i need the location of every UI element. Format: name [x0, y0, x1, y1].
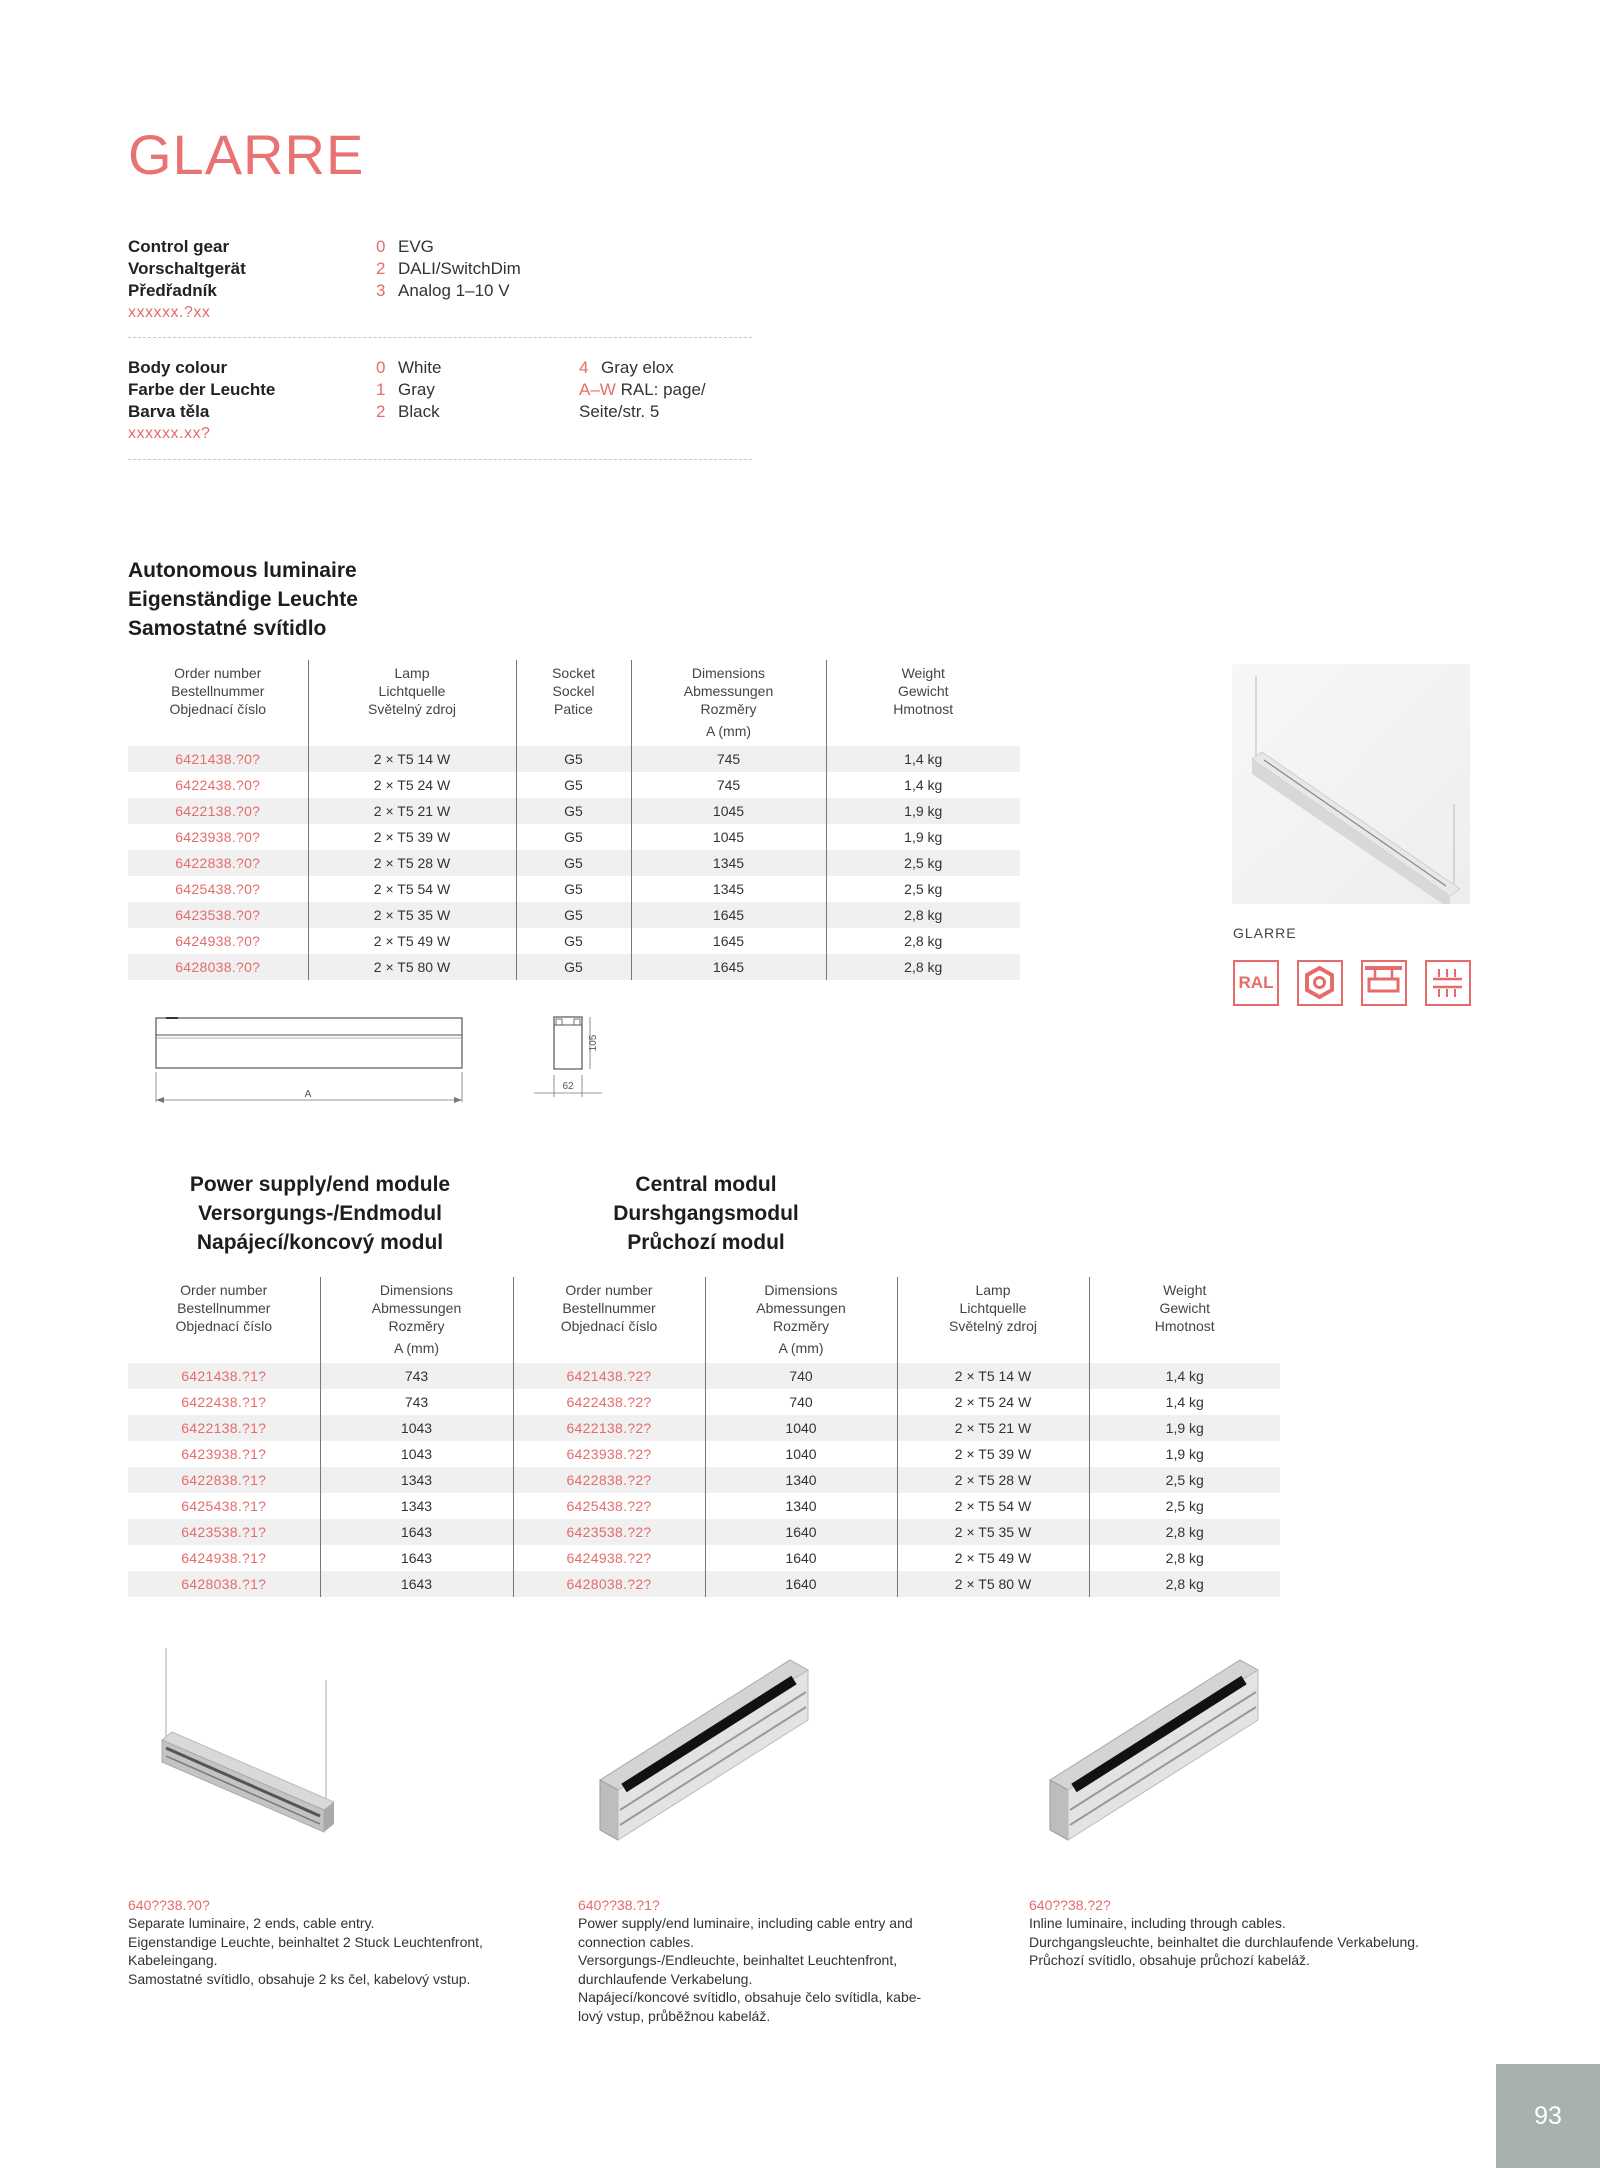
table-cell: 6422838.?0?: [128, 850, 308, 876]
table-cell: 2 × T5 24 W: [897, 1389, 1089, 1415]
pendant-icon: [1361, 960, 1407, 1006]
table-cell: 6422838.?1?: [128, 1467, 320, 1493]
body-colour-label-en: Body colour: [128, 358, 228, 377]
table-cell: 1345: [631, 850, 826, 876]
table-cell: 1643: [320, 1519, 513, 1545]
table-cell: 745: [631, 772, 826, 798]
power-supply-luminaire-image: [590, 1640, 830, 1860]
table-cell: 2,8 kg: [826, 954, 1020, 980]
control-gear-label-en: Control gear: [128, 237, 230, 256]
body-colour-options: [376, 357, 441, 423]
table-cell: 2 × T5 35 W: [308, 902, 516, 928]
table-cell: 1645: [631, 902, 826, 928]
table-cell: 6428038.?0?: [128, 954, 308, 980]
table-cell: G5: [516, 902, 631, 928]
table-cell: 6423538.?0?: [128, 902, 308, 928]
table-cell: 6422138.?2?: [513, 1415, 705, 1441]
table-cell: 2,5 kg: [1165, 1498, 1204, 1514]
divider: [128, 459, 752, 460]
inline-luminaire-image: [1040, 1640, 1280, 1860]
table-cell: 6428038.?1?: [128, 1571, 320, 1597]
table-cell: 6425438.?2?: [513, 1493, 705, 1519]
table-row: [128, 902, 1020, 928]
col-socket: Socket Sockel Patice: [516, 660, 631, 746]
col-lamp: Lamp Lichtquelle Světelný zdroj: [308, 660, 516, 746]
table-cell: G5: [516, 798, 631, 824]
col-weight: Weight Gewicht Hmotnost: [893, 665, 954, 717]
table-row: [128, 876, 1020, 902]
driver-icon: [1425, 960, 1471, 1006]
col-order-number: Order number Bestellnummer Objednací číslo: [513, 1277, 705, 1363]
table-row: [128, 1519, 1280, 1545]
table-cell: 740: [705, 1363, 897, 1389]
table-row: [128, 824, 1020, 850]
table-cell: 1345: [631, 876, 826, 902]
product-label: GLARRE: [1233, 925, 1297, 941]
table-cell: 6424938.?1?: [128, 1545, 320, 1571]
caption-separate: 640??38.?0? Separate luminaire, 2 ends, cable entry. Eigenstandige Leuchte, beinhaltet 2 Stuck Leuchtenfront, Kabeleingang. Samostatné svítidlo, obsahuje 2 ks čel, kabelový vstup.: [128, 1897, 483, 1987]
power-module-heading: Power supply/end module Versorgungs-/Endmodul Napájecí/koncový modul: [189, 1173, 451, 1254]
table-cell: 2 × T5 39 W: [897, 1441, 1089, 1467]
control-gear-option: 3 Analog 1–10 V: [376, 281, 510, 300]
col-dimensions: Dimensions Abmessungen Rozměry A (mm): [705, 1277, 897, 1363]
table-row: [128, 1415, 1280, 1441]
table-cell: 1643: [320, 1545, 513, 1571]
table-row: [128, 746, 1020, 772]
table-row: [128, 928, 1020, 954]
body-colour-option: A–W RAL: page/: [579, 380, 706, 399]
control-gear-code: xxxxxx.?xx: [128, 304, 211, 321]
table-cell: 1645: [631, 954, 826, 980]
table-row: [128, 1493, 1280, 1519]
table-cell: 743: [320, 1389, 513, 1415]
table-cell: 2,8 kg: [904, 933, 943, 949]
table-cell: 1645: [631, 928, 826, 954]
table-row: [128, 772, 1020, 798]
table-cell: G5: [516, 876, 631, 902]
table-cell: 1340: [705, 1493, 897, 1519]
table-cell: 6421438.?0?: [128, 746, 308, 772]
table-cell: 1043: [320, 1415, 513, 1441]
control-gear-options: [376, 236, 521, 302]
table-cell: 2 × T5 28 W: [308, 850, 516, 876]
col-dimensions: Dimensions Abmessungen Rozměry A (mm): [631, 660, 826, 746]
product-photo: [1232, 664, 1470, 904]
table-row: [128, 954, 1020, 980]
table-cell: 6425438.?0?: [128, 876, 308, 902]
table-cell: 2 × T5 21 W: [897, 1415, 1089, 1441]
table-row: [128, 850, 1020, 876]
control-gear-option: 2 DALI/SwitchDim: [376, 259, 521, 278]
table-row: [128, 1571, 1280, 1597]
table-cell: 1,4 kg: [826, 746, 1020, 772]
table-cell: 6421438.?2?: [513, 1363, 705, 1389]
table-cell: G5: [516, 954, 631, 980]
table-cell: 1343: [320, 1493, 513, 1519]
body-colour-code: xxxxxx.xx?: [128, 425, 211, 442]
caption-power-supply: 640??38.?1? Power supply/end luminaire, including cable entry and connection cables. Versorgungs-/Endleuchte, beinhaltet Leuchtenfront, durchlaufende Verkabelung. Napájecí/koncové svítidlo, obsahuje čelo svítidla, kabe- lový vstup, průběžnou kabeláž.: [578, 1897, 922, 2024]
table-cell: 6423538.?2?: [513, 1519, 705, 1545]
body-colour-options-right: [579, 357, 706, 423]
autonomous-heading: Autonomous luminaire Eigenständige Leuchte Samostatné svítidlo: [128, 559, 358, 640]
nut-icon: [1297, 960, 1343, 1006]
table-cell: 6423938.?1?: [128, 1441, 320, 1467]
table-cell: 1343: [320, 1467, 513, 1493]
table-cell: 1,4 kg: [1089, 1363, 1280, 1389]
table-cell: 2 × T5 54 W: [897, 1493, 1089, 1519]
table-cell: 6421438.?1?: [128, 1363, 320, 1389]
table-cell: 2 × T5 49 W: [897, 1545, 1089, 1571]
table-cell: 2,5 kg: [1089, 1467, 1280, 1493]
table-cell: G5: [516, 824, 631, 850]
table-cell: G5: [516, 928, 631, 954]
table-cell: 6428038.?2?: [513, 1571, 705, 1597]
table-cell: 1,9 kg: [1089, 1415, 1280, 1441]
table-cell: 6425438.?1?: [128, 1493, 320, 1519]
table-cell: 6422438.?1?: [128, 1389, 320, 1415]
table-cell: G5: [516, 850, 631, 876]
body-colour-option: 2 Black: [376, 402, 440, 421]
table-cell: 745: [631, 746, 826, 772]
table-cell: 2,8 kg: [1089, 1571, 1280, 1597]
table-cell: 1,9 kg: [904, 829, 943, 845]
table-cell: 6422438.?0?: [128, 772, 308, 798]
body-colour-option: Seite/str. 5: [579, 402, 660, 421]
table-cell: 1640: [705, 1545, 897, 1571]
col-order-number: Order number Bestellnummer Objednací číslo: [128, 660, 308, 746]
separate-luminaire-image: [130, 1640, 370, 1870]
page-number: 93: [1496, 2064, 1600, 2168]
table-cell: 2 × T5 24 W: [308, 772, 516, 798]
table-cell: 2 × T5 14 W: [897, 1363, 1089, 1389]
table-cell: 2 × T5 80 W: [897, 1571, 1089, 1597]
modules-table: [128, 1277, 1280, 1597]
col-lamp: Lamp Lichtquelle Světelný zdroj: [897, 1277, 1089, 1363]
table-row: [128, 1441, 1280, 1467]
table-cell: 1340: [705, 1467, 897, 1493]
table-cell: 2 × T5 80 W: [308, 954, 516, 980]
table-cell: 6422138.?1?: [128, 1415, 320, 1441]
table-cell: 2,5 kg: [826, 850, 1020, 876]
table-cell: 6423938.?0?: [128, 824, 308, 850]
table-cell: 6422138.?0?: [128, 798, 308, 824]
table-cell: 2 × T5 14 W: [308, 746, 516, 772]
table-row: [128, 798, 1020, 824]
table-cell: 6424938.?2?: [513, 1545, 705, 1571]
table-cell: G5: [516, 772, 631, 798]
body-colour-labels: [128, 357, 275, 445]
table-cell: 1640: [705, 1519, 897, 1545]
central-module-heading: Central modul Durshgangsmodul Průchozí modul: [613, 1173, 799, 1254]
side-view-drawing: [148, 1010, 478, 1110]
control-gear-labels: [128, 236, 246, 324]
table-cell: 1640: [705, 1571, 897, 1597]
table-row: [128, 1545, 1280, 1571]
table-cell: 2 × T5 21 W: [308, 798, 516, 824]
body-colour-option: 4 Gray elox: [579, 358, 674, 377]
divider: [128, 337, 752, 338]
caption-inline: 640??38.?2? Inline luminaire, including through cables. Durchgangsleuchte, beinhaltet die durchlaufende Verkabelung. Průchozí svítidlo, obsahuje průchozí kabeláž.: [1029, 1897, 1419, 1968]
page-title: GLARRE: [128, 123, 365, 186]
table-cell: 2 × T5 35 W: [897, 1519, 1089, 1545]
table-cell: 1643: [320, 1571, 513, 1597]
dim-a-label: A: [304, 1089, 312, 1100]
table-cell: 6422838.?2?: [513, 1467, 705, 1493]
table-cell: 1040: [705, 1415, 897, 1441]
table-cell: 1,9 kg: [1165, 1446, 1204, 1462]
table-cell: 6423938.?2?: [513, 1441, 705, 1467]
table-cell: G5: [516, 746, 631, 772]
table-cell: 1,4 kg: [904, 777, 943, 793]
body-colour-label-de: Farbe der Leuchte: [128, 380, 276, 399]
body-colour-option: 0 White: [376, 358, 442, 377]
table-cell: 2,5 kg: [904, 881, 943, 897]
table-cell: 743: [320, 1363, 513, 1389]
col-order-number: Order number Bestellnummer Objednací číslo: [128, 1277, 320, 1363]
table-cell: 2 × T5 49 W: [308, 928, 516, 954]
table-row: [128, 1467, 1280, 1493]
autonomous-table: [128, 660, 1020, 980]
table-cell: 740: [705, 1389, 897, 1415]
control-gear-label-de: Vorschaltgerät: [128, 259, 246, 278]
body-colour-option: 1 Gray: [376, 380, 435, 399]
table-cell: 1,4 kg: [1165, 1394, 1204, 1410]
table-cell: 6424938.?0?: [128, 928, 308, 954]
control-gear-option: 0 EVG: [376, 237, 434, 256]
table-cell: 2 × T5 28 W: [897, 1467, 1089, 1493]
body-colour-label-cz: Barva těla: [128, 402, 210, 421]
control-gear-label-cz: Předřadník: [128, 281, 217, 300]
table-cell: 2 × T5 39 W: [308, 824, 516, 850]
table-cell: 2,8 kg: [826, 902, 1020, 928]
table-cell: 1,9 kg: [826, 798, 1020, 824]
table-row: [128, 1389, 1280, 1415]
table-cell: 1040: [705, 1441, 897, 1467]
col-weight: Weight Gewicht Hmotnost: [1154, 1282, 1215, 1334]
table-cell: 1045: [631, 798, 826, 824]
table-row: [128, 1363, 1280, 1389]
dim-height-label: 105: [588, 1034, 599, 1052]
table-cell: 2 × T5 54 W: [308, 876, 516, 902]
col-dimensions: Dimensions Abmessungen Rozměry A (mm): [320, 1277, 513, 1363]
ral-icon: RAL: [1233, 960, 1279, 1006]
table-cell: 2,8 kg: [1165, 1550, 1204, 1566]
table-cell: 6423538.?1?: [128, 1519, 320, 1545]
cross-section-drawing: [520, 1005, 620, 1105]
luminaire-image: [1232, 664, 1470, 904]
table-cell: 1043: [320, 1441, 513, 1467]
table-cell: 6422438.?2?: [513, 1389, 705, 1415]
table-cell: 1045: [631, 824, 826, 850]
dim-width-label: 62: [562, 1081, 574, 1092]
table-cell: 2,8 kg: [1089, 1519, 1280, 1545]
